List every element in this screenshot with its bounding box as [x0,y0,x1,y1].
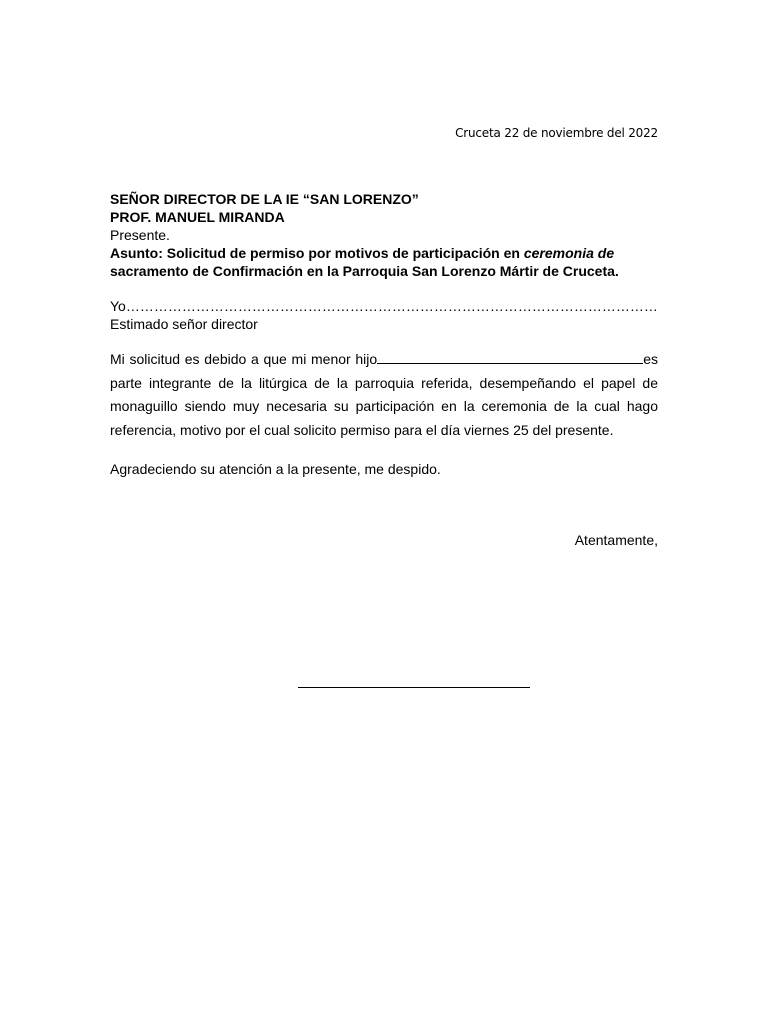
body-paragraph [110,348,658,442]
subject-text: Solicitud de permiso por motivos de participación en [162,245,524,261]
body-text-after: es parte integrante de la litúrgica de la parroquia referida, desempeñando el papel de monaguillo siendo muy necesaria su participación en la ceremonia de la cual hago referencia, motivo por el cual solicito permiso para el día viernes 25 del presente. [110,351,658,438]
recipient-title: SEÑOR DIRECTOR DE LA IE “SAN LORENZO” [110,191,419,207]
subject-line-2: sacramento de Confirmación en la Parroquia San Lorenzo Mártir de Cruceta. [110,263,619,279]
child-name-blank [377,349,643,364]
recipient-block [110,190,662,280]
body-text-before: Mi solicitud es debido a que mi menor hijo [110,351,378,367]
subject-italic: ceremonia de [523,245,615,261]
subject-line-1 [110,244,662,262]
recipient-presente: Presente. [110,227,170,243]
thanks-line: Agradeciendo su atención a la presente, me despido. [110,461,441,477]
recipient-name: PROF. MANUEL MIRANDA [110,209,285,225]
signature-line [298,687,530,688]
yo-line: Yo…………………………………………………………………………………………………… [110,298,658,314]
closing: Atentamente, [574,532,658,548]
greeting: Estimado señor director [110,316,258,332]
subject-label: Asunto: [110,245,163,261]
letter-date: Cruceta 22 de noviembre del 2022 [455,126,658,140]
